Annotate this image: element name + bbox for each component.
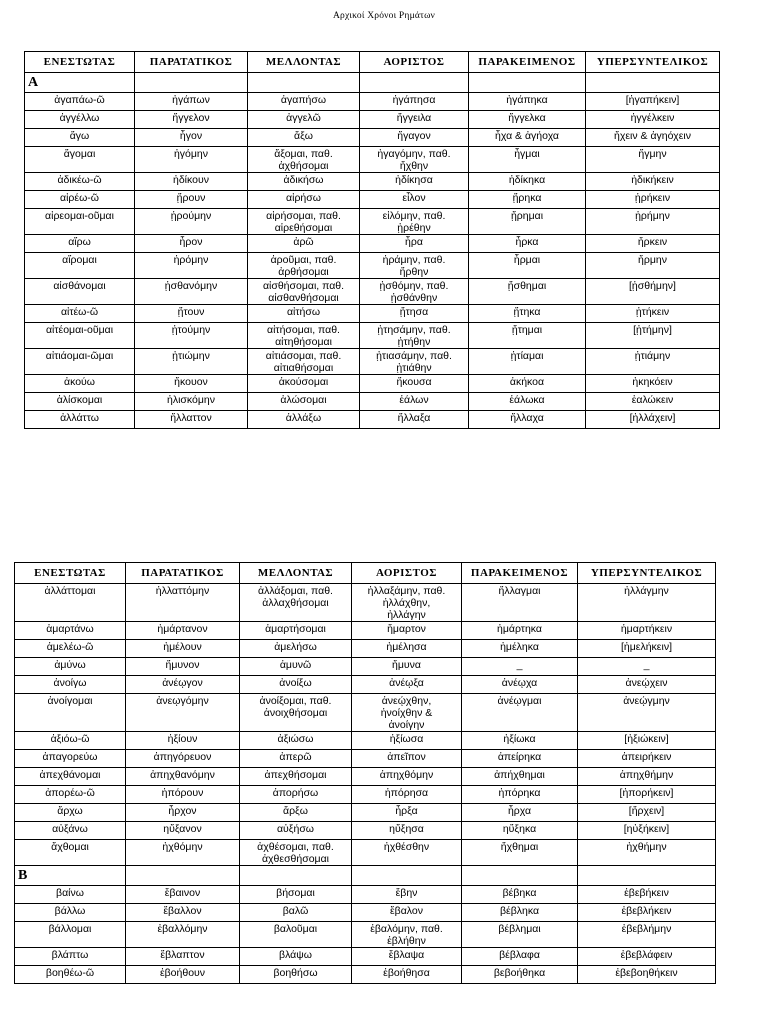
cell-future: ἄρξω xyxy=(240,804,352,822)
verb-row xyxy=(25,323,720,349)
verb-row xyxy=(25,349,720,375)
cell-imperfect: ᾐτούμην xyxy=(135,323,248,349)
cell-future: ἀλλάξομαι, παθ. ἀλλαχθήσομαι xyxy=(240,584,352,622)
cell-present: ἀδικέω-ῶ xyxy=(25,173,135,191)
cell-perfect: βέβληκα xyxy=(462,904,578,922)
cell-aorist: ἦρα xyxy=(360,235,469,253)
cell-present: ἁμαρτάνω xyxy=(15,622,126,640)
cell-pluperfect: [ἠμελήκειν] xyxy=(578,640,716,658)
verb-row xyxy=(25,375,720,393)
cell-perfect: βεβοήθηκα xyxy=(462,966,578,984)
cell-imperfect: ἀνέῳγον xyxy=(126,676,240,694)
verb-row xyxy=(25,279,720,305)
cell-future: ἀροῦμαι, παθ. ἀρθήσομαι xyxy=(248,253,360,279)
cell-future: ἀγγελῶ xyxy=(248,111,360,129)
cell-imperfect: ᾐσθανόμην xyxy=(135,279,248,305)
cell-perfect: ἦρκα xyxy=(469,235,586,253)
cell-perfect: ἀπείρηκα xyxy=(462,750,578,768)
empty-cell xyxy=(248,73,360,93)
cell-pluperfect: [ἠγαπήκειν] xyxy=(586,93,720,111)
cell-pluperfect: [ᾐσθήμην] xyxy=(586,279,720,305)
verb-row xyxy=(25,209,720,235)
verb-row xyxy=(15,904,716,922)
cell-imperfect: ἠχθόμην xyxy=(126,840,240,866)
header-perfect: ΠΑΡΑΚΕΙΜΕΝΟΣ xyxy=(462,563,578,584)
cell-aorist: ἔβλαψα xyxy=(352,948,462,966)
cell-imperfect: ἠλλαττόμην xyxy=(126,584,240,622)
header-pluperfect: ΥΠΕΡΣΥΝΤΕΛΙΚΟΣ xyxy=(578,563,716,584)
verb-row xyxy=(15,822,716,840)
cell-pluperfect: ἀνεῴγμην xyxy=(578,694,716,732)
verb-row xyxy=(25,129,720,147)
cell-pluperfect: ἠχθήμην xyxy=(578,840,716,866)
cell-present: ἀπορέω-ῶ xyxy=(15,786,126,804)
verb-row xyxy=(15,750,716,768)
verb-row xyxy=(25,305,720,323)
cell-future: ἀμελήσω xyxy=(240,640,352,658)
verb-row xyxy=(25,253,720,279)
cell-pluperfect: _ xyxy=(578,658,716,676)
cell-perfect: ἦχα & ἀγήοχα xyxy=(469,129,586,147)
verb-row xyxy=(25,147,720,173)
cell-future: βλάψω xyxy=(240,948,352,966)
cell-perfect: ἀνέῳχα xyxy=(462,676,578,694)
verb-row xyxy=(25,393,720,411)
cell-aorist: ᾐτησάμην, παθ. ᾐτήθην xyxy=(360,323,469,349)
cell-pluperfect: ᾑρήμην xyxy=(586,209,720,235)
cell-pluperfect: [ἠλλάχειν] xyxy=(586,411,720,429)
cell-present: ἄγομαι xyxy=(25,147,135,173)
cell-imperfect: ἐβαλλόμην xyxy=(126,922,240,948)
cell-future: βαλῶ xyxy=(240,904,352,922)
cell-pluperfect: ᾑρήκειν xyxy=(586,191,720,209)
cell-pluperfect: ἠγγέλκειν xyxy=(586,111,720,129)
cell-present: αἱρέω-ῶ xyxy=(25,191,135,209)
verb-row xyxy=(15,584,716,622)
cell-present: ἀπεχθάνομαι xyxy=(15,768,126,786)
cell-present: ἀπαγορεύω xyxy=(15,750,126,768)
cell-aorist: ἤγαγον xyxy=(360,129,469,147)
letter-section-row xyxy=(25,73,720,93)
cell-present: ἀκούω xyxy=(25,375,135,393)
header-imperfect: ΠΑΡΑΤΑΤΙΚΟΣ xyxy=(135,52,248,73)
cell-aorist: ἠξίωσα xyxy=(352,732,462,750)
cell-imperfect: ἡλισκόμην xyxy=(135,393,248,411)
cell-present: αἰτιάομαι-ῶμαι xyxy=(25,349,135,375)
cell-present: ἀμελέω-ῶ xyxy=(15,640,126,658)
verb-row xyxy=(15,622,716,640)
verb-row xyxy=(15,676,716,694)
cell-aorist: ηὔξησα xyxy=(352,822,462,840)
empty-cell xyxy=(469,73,586,93)
cell-pluperfect: ἤρμην xyxy=(586,253,720,279)
cell-imperfect: ἔβλαπτον xyxy=(126,948,240,966)
verb-row xyxy=(25,191,720,209)
cell-imperfect: ἠγόμην xyxy=(135,147,248,173)
cell-imperfect: ηὔξανον xyxy=(126,822,240,840)
cell-future: ἁλώσομαι xyxy=(248,393,360,411)
verb-row xyxy=(25,235,720,253)
cell-present: βαίνω xyxy=(15,886,126,904)
cell-future: ἀχθέσομαι, παθ. ἀχθεσθήσομαι xyxy=(240,840,352,866)
cell-aorist: εἷλον xyxy=(360,191,469,209)
cell-perfect: ἡμάρτηκα xyxy=(462,622,578,640)
cell-imperfect: ἠρόμην xyxy=(135,253,248,279)
cell-future: αἰσθήσομαι, παθ. αἰσθανθήσομαι xyxy=(248,279,360,305)
cell-perfect: βέβηκα xyxy=(462,886,578,904)
cell-present: ἀλλάττω xyxy=(25,411,135,429)
cell-aorist: ἤγγειλα xyxy=(360,111,469,129)
cell-perfect: ἀκήκοα xyxy=(469,375,586,393)
cell-aorist: ἤλλαξα xyxy=(360,411,469,429)
header-future: ΜΕΛΛΟΝΤΑΣ xyxy=(248,52,360,73)
cell-pluperfect: ἠδικήκειν xyxy=(586,173,720,191)
cell-perfect: ᾕρημαι xyxy=(469,209,586,235)
cell-present: ἀγαπάω-ῶ xyxy=(25,93,135,111)
cell-aorist: ἀπεῖπον xyxy=(352,750,462,768)
header-future: ΜΕΛΛΟΝΤΑΣ xyxy=(240,563,352,584)
cell-present: αἴρω xyxy=(25,235,135,253)
header-row xyxy=(15,563,716,584)
cell-perfect: βέβλαφα xyxy=(462,948,578,966)
cell-present: ἀλλάττομαι xyxy=(15,584,126,622)
cell-pluperfect: ἑαλώκειν xyxy=(586,393,720,411)
cell-imperfect: ᾑρούμην xyxy=(135,209,248,235)
cell-perfect: ᾐτίαμαι xyxy=(469,349,586,375)
cell-pluperfect: [ᾐτήμην] xyxy=(586,323,720,349)
cell-aorist: ἠλλαξάμην, παθ. ἠλλάχθην, ἠλλάγην xyxy=(352,584,462,622)
cell-imperfect: ἠξίουν xyxy=(126,732,240,750)
cell-aorist: ἦρξα xyxy=(352,804,462,822)
cell-present: αἱρεομαι-οῦμαι xyxy=(25,209,135,235)
cell-imperfect: ἀνεῳγόμην xyxy=(126,694,240,732)
verb-row xyxy=(15,948,716,966)
cell-imperfect: ἤγγελον xyxy=(135,111,248,129)
cell-future: ἀλλάξω xyxy=(248,411,360,429)
cell-present: ἁλίσκομαι xyxy=(25,393,135,411)
cell-present: βάλλω xyxy=(15,904,126,922)
cell-future: ἀπερῶ xyxy=(240,750,352,768)
cell-aorist: ἤμυνα xyxy=(352,658,462,676)
header-perfect: ΠΑΡΑΚΕΙΜΕΝΟΣ xyxy=(469,52,586,73)
cell-future: βαλοῦμαι xyxy=(240,922,352,948)
cell-aorist: ἠπόρησα xyxy=(352,786,462,804)
cell-present: βλάπτω xyxy=(15,948,126,966)
cell-aorist: ἠράμην, παθ. ἤρθην xyxy=(360,253,469,279)
cell-pluperfect: [ηὐξήκειν] xyxy=(578,822,716,840)
verb-row xyxy=(15,694,716,732)
cell-perfect: ἤλλαγμαι xyxy=(462,584,578,622)
header-aorist: ΑΟΡΙΣΤΟΣ xyxy=(352,563,462,584)
empty-cell xyxy=(352,866,462,886)
cell-future: ἄξομαι, παθ. ἀχθήσομαι xyxy=(248,147,360,173)
cell-aorist: ἠχθέσθην xyxy=(352,840,462,866)
cell-perfect: ἦρμαι xyxy=(469,253,586,279)
cell-perfect: ἦγμαι xyxy=(469,147,586,173)
cell-aorist: ἔβην xyxy=(352,886,462,904)
cell-future: ἄξω xyxy=(248,129,360,147)
cell-pluperfect: ἤρκειν xyxy=(586,235,720,253)
cell-aorist: ἐβοήθησα xyxy=(352,966,462,984)
cell-future: ἁμαρτήσομαι xyxy=(240,622,352,640)
empty-cell xyxy=(240,866,352,886)
cell-present: ἄγω xyxy=(25,129,135,147)
cell-future: αἰτήσομαι, παθ. αἰτηθήσομαι xyxy=(248,323,360,349)
cell-perfect: ἠδίκηκα xyxy=(469,173,586,191)
cell-present: ἀνοίγω xyxy=(15,676,126,694)
header-present: ΕΝΕΣΤΩΤΑΣ xyxy=(25,52,135,73)
cell-future: ἀδικήσω xyxy=(248,173,360,191)
cell-future: βήσομαι xyxy=(240,886,352,904)
cell-aorist: ἠμέλησα xyxy=(352,640,462,658)
cell-imperfect: ἡμάρτανον xyxy=(126,622,240,640)
cell-imperfect: ἔβαινον xyxy=(126,886,240,904)
cell-perfect: ἦρχα xyxy=(462,804,578,822)
cell-pluperfect: [ἤρχειν] xyxy=(578,804,716,822)
section-letter: Α xyxy=(25,73,135,93)
cell-aorist: ἠγάπησα xyxy=(360,93,469,111)
cell-imperfect: ἤκουον xyxy=(135,375,248,393)
cell-future: ἀγαπήσω xyxy=(248,93,360,111)
cell-present: αἰσθάνομαι xyxy=(25,279,135,305)
cell-pluperfect: ἐβεβοηθήκειν xyxy=(578,966,716,984)
verb-row xyxy=(15,840,716,866)
cell-aorist: ἤκουσα xyxy=(360,375,469,393)
cell-pluperfect: ᾐτιάμην xyxy=(586,349,720,375)
verb-row xyxy=(15,640,716,658)
cell-present: αἰτέομαι-οῦμαι xyxy=(25,323,135,349)
cell-imperfect: ἠμέλουν xyxy=(126,640,240,658)
letter-section-row xyxy=(15,866,716,886)
cell-present: ἀγγέλλω xyxy=(25,111,135,129)
cell-imperfect: ᾕρουν xyxy=(135,191,248,209)
cell-perfect: ἠγάπηκα xyxy=(469,93,586,111)
cell-perfect: ᾔτηκα xyxy=(469,305,586,323)
cell-imperfect: ἤμυνον xyxy=(126,658,240,676)
verb-table-1 xyxy=(24,51,720,429)
cell-future: αἰτιάσομαι, παθ. αἰτιαθήσομαι xyxy=(248,349,360,375)
cell-present: βάλλομαι xyxy=(15,922,126,948)
cell-imperfect: ἔβαλλον xyxy=(126,904,240,922)
verb-row xyxy=(25,111,720,129)
cell-present: βοηθέω-ῶ xyxy=(15,966,126,984)
cell-future: ἀμυνῶ xyxy=(240,658,352,676)
cell-pluperfect: ἡμαρτήκειν xyxy=(578,622,716,640)
cell-aorist: ἠγαγόμην, παθ. ἤχθην xyxy=(360,147,469,173)
cell-pluperfect: [ἠπορήκειν] xyxy=(578,786,716,804)
cell-perfect: ηὔξηκα xyxy=(462,822,578,840)
verb-row xyxy=(25,173,720,191)
cell-imperfect: ἦγον xyxy=(135,129,248,147)
cell-aorist: ἥμαρτον xyxy=(352,622,462,640)
cell-aorist: ᾐσθόμην, παθ. ᾐσθάνθην xyxy=(360,279,469,305)
cell-pluperfect: [ἠξιώκειν] xyxy=(578,732,716,750)
cell-present: ἀμύνω xyxy=(15,658,126,676)
verb-row xyxy=(15,768,716,786)
header-present: ΕΝΕΣΤΩΤΑΣ xyxy=(15,563,126,584)
cell-aorist: ἐβαλόμην, παθ. ἐβλήθην xyxy=(352,922,462,948)
cell-perfect: ᾕρηκα xyxy=(469,191,586,209)
cell-perfect: ἠπόρηκα xyxy=(462,786,578,804)
cell-pluperfect: ἠλλάγμην xyxy=(578,584,716,622)
cell-aorist: ᾔτησα xyxy=(360,305,469,323)
cell-perfect: ἀνέῳγμαι xyxy=(462,694,578,732)
cell-perfect: βέβλημαι xyxy=(462,922,578,948)
cell-perfect: ἤχθημαι xyxy=(462,840,578,866)
cell-future: αἱρήσω xyxy=(248,191,360,209)
cell-imperfect: ἀπηχθανόμην xyxy=(126,768,240,786)
cell-perfect: ἀπήχθημαι xyxy=(462,768,578,786)
cell-imperfect: ἐβοήθουν xyxy=(126,966,240,984)
cell-perfect: ᾔτημαι xyxy=(469,323,586,349)
cell-present: αἴρομαι xyxy=(25,253,135,279)
cell-present: αἰτέω-ῶ xyxy=(25,305,135,323)
cell-imperfect: ἦρχον xyxy=(126,804,240,822)
cell-imperfect: ᾐτιώμην xyxy=(135,349,248,375)
empty-cell xyxy=(578,866,716,886)
verb-row xyxy=(15,732,716,750)
header-imperfect: ΠΑΡΑΤΑΤΙΚΟΣ xyxy=(126,563,240,584)
cell-future: ἀρῶ xyxy=(248,235,360,253)
header-pluperfect: ΥΠΕΡΣΥΝΤΕΛΙΚΟΣ xyxy=(586,52,720,73)
cell-future: βοηθήσω xyxy=(240,966,352,984)
verb-row xyxy=(25,93,720,111)
cell-future: ἀπεχθήσομαι xyxy=(240,768,352,786)
header-row xyxy=(25,52,720,73)
cell-present: αὐξάνω xyxy=(15,822,126,840)
cell-imperfect: ἠπόρουν xyxy=(126,786,240,804)
cell-future: ἀξιώσω xyxy=(240,732,352,750)
cell-perfect: _ xyxy=(462,658,578,676)
header-aorist: ΑΟΡΙΣΤΟΣ xyxy=(360,52,469,73)
cell-aorist: ᾐτιασάμην, παθ. ᾐτιάθην xyxy=(360,349,469,375)
cell-perfect: ἤγγελκα xyxy=(469,111,586,129)
cell-pluperfect: ἐβεβλήκειν xyxy=(578,904,716,922)
cell-pluperfect: ἀνεῴχειν xyxy=(578,676,716,694)
empty-cell xyxy=(360,73,469,93)
cell-aorist: ἀπηχθόμην xyxy=(352,768,462,786)
cell-perfect: ἠμέληκα xyxy=(462,640,578,658)
cell-present: ἀξιόω-ῶ xyxy=(15,732,126,750)
cell-pluperfect: ἐβεβλήμην xyxy=(578,922,716,948)
verb-row xyxy=(15,922,716,948)
cell-future: ἀκούσομαι xyxy=(248,375,360,393)
verb-row xyxy=(15,966,716,984)
cell-future: ἀπορήσω xyxy=(240,786,352,804)
cell-pluperfect: ἠκηκόειν xyxy=(586,375,720,393)
cell-perfect: ἠξίωκα xyxy=(462,732,578,750)
cell-present: ἄχθομαι xyxy=(15,840,126,866)
empty-cell xyxy=(586,73,720,93)
cell-imperfect: ᾔτουν xyxy=(135,305,248,323)
verb-row xyxy=(25,411,720,429)
cell-imperfect: ἤλλαττον xyxy=(135,411,248,429)
cell-imperfect: ἠδίκουν xyxy=(135,173,248,191)
cell-future: ἀνοίξομαι, παθ. ἀνοιχθήσομαι xyxy=(240,694,352,732)
cell-pluperfect: ἤγμην xyxy=(586,147,720,173)
cell-future: αἱρήσομαι, παθ. αἱρεθήσομαι xyxy=(248,209,360,235)
verb-row xyxy=(15,886,716,904)
cell-future: αἰτήσω xyxy=(248,305,360,323)
empty-cell xyxy=(126,866,240,886)
cell-aorist: εἱλόμην, παθ. ᾑρέθην xyxy=(360,209,469,235)
cell-perfect: ἑάλωκα xyxy=(469,393,586,411)
empty-cell xyxy=(462,866,578,886)
verb-row xyxy=(15,658,716,676)
verb-table-2 xyxy=(14,562,716,984)
cell-aorist: ἑάλων xyxy=(360,393,469,411)
cell-pluperfect: ᾐτήκειν xyxy=(586,305,720,323)
cell-imperfect: ἠγάπων xyxy=(135,93,248,111)
cell-aorist: ἀνέῳξα xyxy=(352,676,462,694)
cell-pluperfect: ἤχειν & ἀγηόχειν xyxy=(586,129,720,147)
cell-pluperfect: ἀπειρήκειν xyxy=(578,750,716,768)
cell-pluperfect: ἐβεβλάφειν xyxy=(578,948,716,966)
cell-present: ἀνοίγομαι xyxy=(15,694,126,732)
empty-cell xyxy=(135,73,248,93)
cell-pluperfect: ἐβεβήκειν xyxy=(578,886,716,904)
cell-aorist: ἀνεῴχθην, ἠνοίχθην & ἀνοίγην xyxy=(352,694,462,732)
cell-perfect: ᾔσθημαι xyxy=(469,279,586,305)
document-title: Αρχικοί Χρόνοι Ρημάτων xyxy=(332,11,436,21)
verb-row xyxy=(15,804,716,822)
verb-row xyxy=(15,786,716,804)
cell-perfect: ἤλλαχα xyxy=(469,411,586,429)
cell-future: αὐξήσω xyxy=(240,822,352,840)
cell-future: ἀνοίξω xyxy=(240,676,352,694)
cell-aorist: ἠδίκησα xyxy=(360,173,469,191)
cell-pluperfect: ἀπηχθήμην xyxy=(578,768,716,786)
section-letter: Β xyxy=(15,866,126,886)
cell-imperfect: ἦρον xyxy=(135,235,248,253)
cell-present: ἄρχω xyxy=(15,804,126,822)
cell-aorist: ἔβαλον xyxy=(352,904,462,922)
cell-imperfect: ἀπηγόρευον xyxy=(126,750,240,768)
